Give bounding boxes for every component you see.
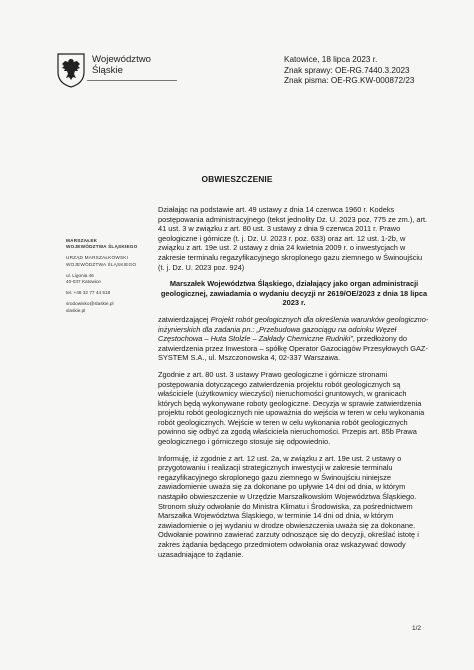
letter-number: Znak pisma: OE-RG.KW-000872/23 [284,76,415,86]
office-city: 40-037 Katowice [66,279,101,285]
org-line-2: WOJEWÓDZTWA ŚLĄSKIEGO [66,244,138,250]
org-line-1: MARSZAŁEK [66,238,98,243]
legal-basis-paragraph: Działając na podstawie art. 49 ustawy z dnia 14 czerwca 1960 r. Kodeks postępowania administracyjnego (tekst jednolity Dz. U. 2023 poz. 775 ze zm.), art. 41 ust. 3 w związku z art. 80 ust. 3 ustawy z dnia 9 czerwca 2011 r. Prawo geologiczne i górnicze (t. j. Dz. U. 2023 r. poz. 633) oraz art. 12 ust. 1-2b, w związku z art. 19e ust. 2 ustawy z dnia 24 kwietnia 2009 r. o inwestycjach w zakresie terminalu regazyfikacyjnego skroplonego gazu ziemnego w Świnoujściu (t. j. Dz. U. 2023 poz. 924) [158,205,428,272]
logo-line-1: Województwo [92,54,152,65]
document-title: OBWIESZCZENIE [201,174,273,184]
decision-text-pre: zatwierdzającej [158,314,211,324]
place-date: Katowice, 18 lipca 2023 r. [284,55,378,64]
page-number: 1/2 [412,625,422,632]
office-line-2: WOJEWÓDZTWA ŚLĄSKIEGO [66,261,137,267]
voivodeship-logo [56,52,151,88]
decision-paragraph [158,315,430,363]
announcement-heading: Marszałek Województwa Śląskiego, działający jako organ administracji geologicznej, zawiadamia o wydaniu decyzji nr 2619/OE/2023 z dnia 18 lipca 2023 r. [160,279,428,308]
office-street: ul. Ligonia 46 [66,272,94,278]
office-email: srodowisko@slaskie.pl [66,301,114,307]
sender-sidebar [66,238,156,319]
appeal-paragraph: Informuję, iż zgodnie z art. 12 ust. 2a, w związku z art. 19e ust. 2 ustawy o przygotowaniu i realizacji strategicznych inwestycji w zakresie terminalu regazyfikacyjnego skroplonego gazu ziemnego w Świnoujściu niniejsze zawiadomienie uważa się za dokonane po upływie 14 dni od dnia, w którym nastąpiło obwieszczenie w Urzędzie Marszałkowskim Województwa Śląskiego. Stronom służy odwołanie do Ministra Klimatu i Środowiska, za pośrednictwem Marszałka Województwa Śląskiego, w terminie 14 dni od dnia, w którym zawiadomienie o jej wydaniu w drodze obwieszczenia uważa się za dokonane. Odwołanie powinno zawierać zarzuty odnoszące się do decyzji, określać istotę i zakres żądania będącego przedmiotem odwołania oraz wskazywać dowody uzasadniające to żądanie. [158,453,419,559]
office-phone: tel. +48 32 77 44 518 [66,290,111,296]
decision-text-post: , przedłożony do zatwierdzenia przez Inwestora – spółkę Operator Gazociągów Przesyłowych GAZ-SYSTEM S.A., ul. Mszczonowska 4, 02-337 Warszawa. [158,334,428,363]
logo-divider [87,80,177,81]
case-number: Znak sprawy: OE-RG.7440.3.2023 [284,65,410,75]
eagle-crest-icon [56,52,86,88]
office-line-1: URZĄD MARSZAŁKOWSKI [66,255,129,261]
project-title: Projekt robót geologicznych dla określenia warunków geologiczno-inżynierskich dla zadania pn.: „Przebudowa gazociągu na odcinku Węzeł Częstochowa – Huta Stolzle – Zakłady Chemiczne Rudniki” [158,314,429,344]
document-reference-block [284,55,414,87]
parties-paragraph: Zgodnie z art. 80 ust. 3 ustawy Prawo geologiczne i górnicze stronami postępowania dotyczącego zatwierdzenia projektu robót geologicznych są właściciele (użytkownicy wieczyści) nieruchomości gruntowych, w granicach których będą wykonywane roboty geologiczne. Decyzja w sprawie zatwierdzenia projektu robót geologicznych nie upoważnia do wejścia w teren w celu wykonania robót geologicznych. Wejście w teren w celu wykonania robót geologicznych powinno się odbyć za zgodą właściciela nieruchomości. Przepis art. 85b Prawa geologicznego i górniczego stosuje się odpowiednio. [158,369,425,447]
logo-line-2: Śląskie [92,65,123,76]
office-website: slaskie.pl [66,307,86,313]
document-body [158,205,430,566]
